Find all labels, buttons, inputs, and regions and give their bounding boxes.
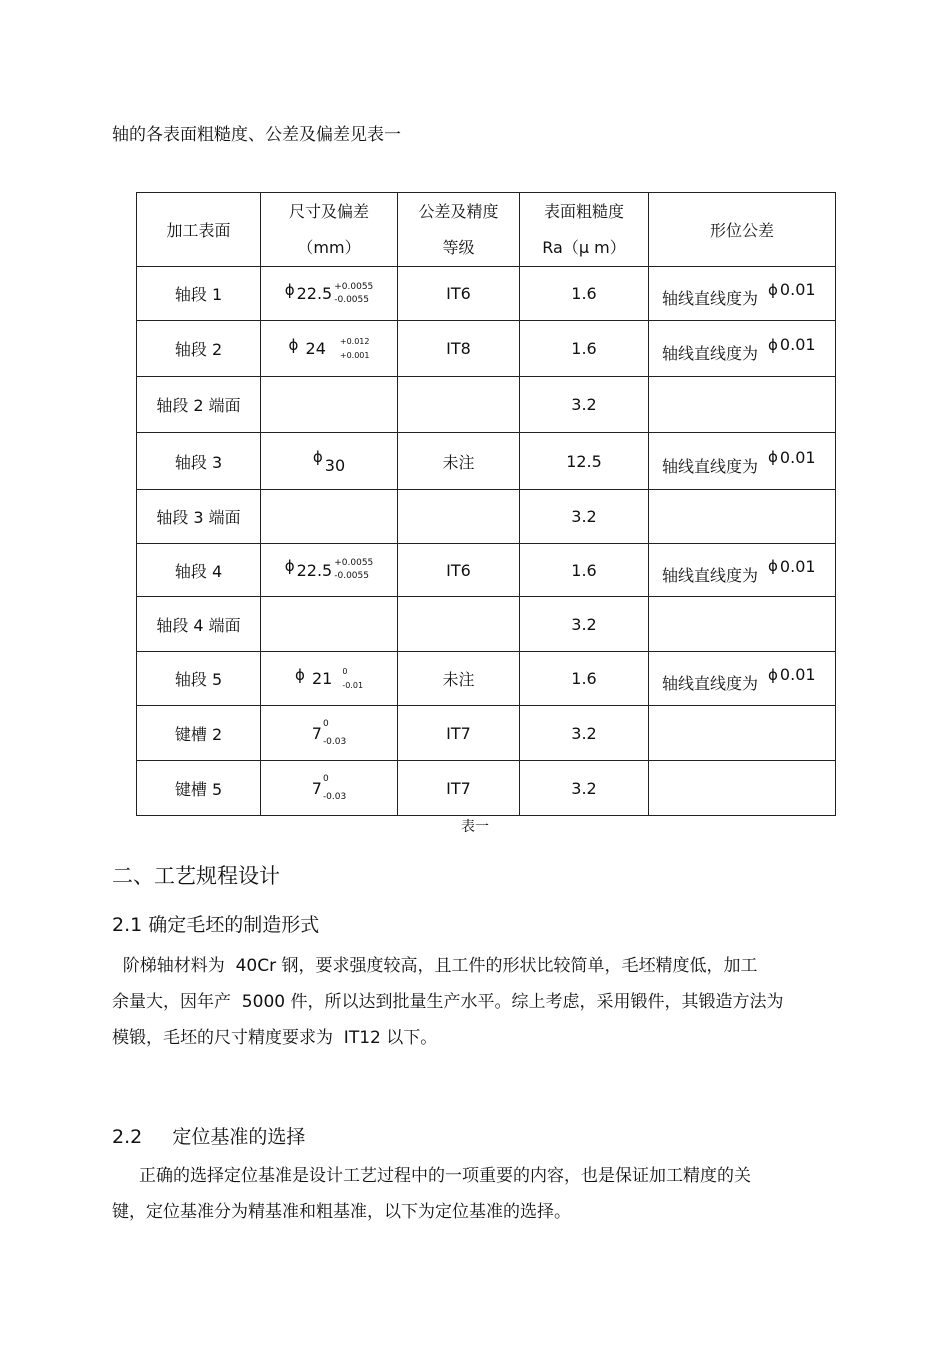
- form-value: 0.01: [779, 447, 816, 467]
- header-form-label: 形位公差: [709, 221, 774, 240]
- phi-icon: ϕ: [288, 335, 299, 354]
- table-row: [137, 597, 836, 652]
- surface-cell: 轴段 4 端面: [137, 597, 261, 652]
- form-text: 轴线直线度为: [662, 456, 759, 476]
- header-roughness: [520, 193, 649, 267]
- form-cell: [649, 321, 836, 377]
- table-row: [137, 490, 836, 544]
- size-cell: [261, 377, 398, 433]
- grade-cell: IT6: [398, 267, 520, 321]
- header-rough-line2: Ra（μ m）: [542, 237, 626, 257]
- size-cell: [261, 761, 398, 816]
- roughness-cell: 3.2: [520, 761, 649, 816]
- surface-cell: 轴段 3 端面: [137, 490, 261, 544]
- header-tol-line2: 等级: [442, 237, 475, 257]
- size-value: 30: [324, 455, 346, 475]
- table-caption: 表一: [461, 819, 489, 835]
- header-size: [261, 193, 398, 267]
- form-value: 0.01: [779, 280, 816, 299]
- dev-lower: -0.0055: [334, 294, 369, 305]
- table-row: [137, 267, 836, 321]
- form-cell: [649, 652, 836, 706]
- form-cell: [649, 544, 836, 597]
- surface-cell: 键槽 2: [137, 706, 261, 761]
- size-value: 7: [311, 778, 322, 798]
- dev-upper: 0: [322, 719, 329, 729]
- dev-upper: +0.0055: [334, 558, 374, 568]
- paragraph-line: 阶梯轴材料为 40Cr 钢，要求强度较高，且工件的形状比较简单，毛坯精度低，加工: [112, 956, 758, 976]
- form-cell: [649, 267, 836, 321]
- header-tol-line1: 公差及精度: [418, 201, 499, 221]
- phi-icon: ϕ: [768, 557, 778, 575]
- roughness-cell: 3.2: [520, 597, 649, 652]
- form-value: 0.01: [779, 556, 816, 576]
- roughness-cell: 3.2: [520, 706, 649, 761]
- form-text: 轴线直线度为: [662, 565, 759, 585]
- phi-icon: ϕ: [768, 280, 778, 299]
- paragraph-line: 键，定位基准分为精基准和粗基准，以下为定位基准的选择。: [112, 1202, 571, 1222]
- phi-icon: ϕ: [768, 665, 778, 684]
- size-value: 7: [311, 723, 322, 743]
- surface-cell: 轴段 1: [137, 267, 261, 321]
- header-size-line1: 尺寸及偏差: [288, 201, 369, 221]
- table-row: [137, 761, 836, 816]
- dev-lower: -0.0055: [334, 571, 369, 581]
- size-cell: [261, 597, 398, 652]
- size-cell: [261, 433, 398, 490]
- table-header-row: [137, 193, 836, 267]
- form-cell: [649, 597, 836, 652]
- grade-cell: [398, 490, 520, 544]
- grade-cell: IT8: [398, 321, 520, 377]
- subsection-heading-2-1: 2.1 确定毛坯的制造形式: [112, 914, 320, 936]
- size-cell: [261, 544, 398, 597]
- dev-upper: +0.0055: [334, 281, 374, 292]
- dev-upper: +0.012: [339, 336, 370, 346]
- surface-cell: 轴段 2 端面: [137, 377, 261, 433]
- tolerance-table: [136, 192, 836, 816]
- paragraph-2-2: [112, 1158, 832, 1230]
- form-value: 0.01: [779, 665, 816, 684]
- header-form: [649, 193, 836, 267]
- grade-cell: 未注: [398, 433, 520, 490]
- phi-icon: ϕ: [768, 448, 778, 466]
- roughness-cell: 1.6: [520, 544, 649, 597]
- form-cell: [649, 706, 836, 761]
- grade-cell: [398, 597, 520, 652]
- dev-lower: -0.01: [342, 680, 364, 690]
- surface-cell: 轴段 2: [137, 321, 261, 377]
- phi-icon: ϕ: [294, 665, 305, 684]
- size-value: 21: [311, 669, 333, 688]
- grade-cell: IT7: [398, 706, 520, 761]
- phi-icon: ϕ: [312, 448, 323, 467]
- form-text: 轴线直线度为: [662, 344, 759, 363]
- roughness-cell: 3.2: [520, 377, 649, 433]
- size-cell: [261, 490, 398, 544]
- paragraph-2-1: [112, 948, 832, 1056]
- paragraph-line: 正确的选择定位基准是设计工艺过程中的一项重要的内容，也是保证加工精度的关: [112, 1166, 752, 1186]
- table-row: [137, 433, 836, 490]
- size-value: 22.5: [296, 560, 333, 580]
- form-text: 轴线直线度为: [662, 289, 759, 308]
- header-rough-line1: 表面粗糙度: [543, 201, 624, 221]
- form-text: 轴线直线度为: [662, 674, 759, 693]
- roughness-cell: 12.5: [520, 433, 649, 490]
- roughness-cell: 1.6: [520, 652, 649, 706]
- grade-cell: [398, 377, 520, 433]
- form-cell: [649, 490, 836, 544]
- form-cell: [649, 433, 836, 490]
- table-row: [137, 321, 836, 377]
- dev-upper: 0: [342, 666, 348, 676]
- paragraph-line: 模锻，毛坯的尺寸精度要求为 IT12 以下。: [112, 1028, 438, 1048]
- dev-lower: -0.03: [322, 737, 347, 747]
- header-surface-label: 加工表面: [166, 221, 231, 240]
- intro-text: 轴的各表面粗糙度、公差及偏差见表一: [112, 125, 401, 145]
- subsection-heading-2-2: 2.2 定位基准的选择: [112, 1126, 306, 1148]
- phi-icon: ϕ: [284, 280, 295, 299]
- size-cell: [261, 706, 398, 761]
- surface-cell: 键槽 5: [137, 761, 261, 816]
- header-tolerance: [398, 193, 520, 267]
- dev-lower: -0.03: [322, 792, 347, 802]
- phi-icon: ϕ: [284, 557, 295, 575]
- dev-lower: +0.001: [339, 350, 370, 360]
- form-cell: [649, 377, 836, 433]
- roughness-cell: 1.6: [520, 267, 649, 321]
- table-row: [137, 652, 836, 706]
- surface-cell: 轴段 5: [137, 652, 261, 706]
- paragraph-line: 余量大，因年产 5000 件，所以达到批量生产水平。综上考虑，采用锻件，其锻造方法为: [112, 992, 784, 1012]
- section-heading: 二、工艺规程设计: [112, 864, 280, 888]
- size-value: 22.5: [296, 284, 333, 303]
- phi-icon: ϕ: [768, 335, 778, 354]
- grade-cell: 未注: [398, 652, 520, 706]
- table-row: [137, 377, 836, 433]
- size-cell: [261, 321, 398, 377]
- dev-upper: 0: [322, 774, 329, 784]
- grade-cell: IT7: [398, 761, 520, 816]
- size-value: 24: [305, 339, 326, 358]
- size-cell: [261, 652, 398, 706]
- surface-cell: 轴段 4: [137, 544, 261, 597]
- grade-cell: IT6: [398, 544, 520, 597]
- size-cell: [261, 267, 398, 321]
- form-cell: [649, 761, 836, 816]
- form-value: 0.01: [779, 335, 816, 354]
- roughness-cell: 3.2: [520, 490, 649, 544]
- header-size-line2: （mm）: [297, 237, 361, 257]
- table-row: [137, 706, 836, 761]
- header-surface: [137, 193, 261, 267]
- surface-cell: 轴段 3: [137, 433, 261, 490]
- roughness-cell: 1.6: [520, 321, 649, 377]
- table-row: [137, 544, 836, 597]
